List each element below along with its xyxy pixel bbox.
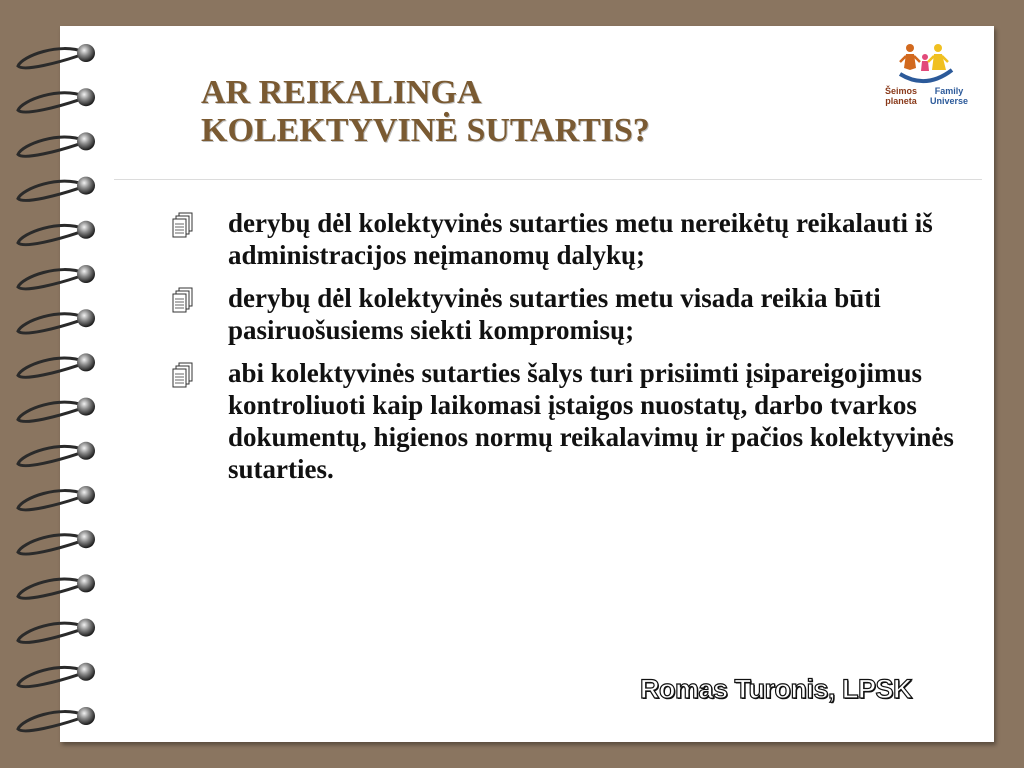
binding-ring bbox=[77, 442, 95, 460]
binding-ring bbox=[77, 309, 95, 327]
binding-ring bbox=[77, 265, 95, 283]
stacked-pages-icon bbox=[172, 287, 194, 313]
binding-wire bbox=[18, 93, 84, 112]
binding-wire bbox=[18, 270, 84, 289]
title-line-2: KOLEKTYVINĖ SUTARTIS? bbox=[201, 112, 650, 149]
list-item bbox=[168, 207, 968, 271]
binding-wire bbox=[18, 535, 84, 554]
binding-wire bbox=[18, 446, 84, 465]
binding-ring bbox=[77, 221, 95, 239]
binding-ring bbox=[77, 132, 95, 150]
family-logo-icon bbox=[876, 40, 976, 110]
binding-wire bbox=[18, 358, 84, 377]
binding-ring bbox=[77, 707, 95, 725]
binding-wire bbox=[18, 225, 84, 244]
binding-wire bbox=[18, 314, 84, 333]
binding-wire bbox=[18, 49, 84, 68]
list-item bbox=[168, 282, 968, 346]
list-item bbox=[168, 357, 968, 485]
binding-ring bbox=[77, 663, 95, 681]
binding-ring bbox=[77, 177, 95, 195]
binding-wire bbox=[18, 181, 84, 200]
bullet-text: derybų dėl kolektyvinės sutarties metu nereikėtų reikalauti iš administracijos neįmanomų dalykų; bbox=[228, 208, 933, 270]
binding-ring bbox=[77, 353, 95, 371]
bullet-text: derybų dėl kolektyvinės sutarties metu visada reikia būti pasiruošusiems siekti kompromisų; bbox=[228, 283, 881, 345]
bullet-list bbox=[168, 207, 968, 485]
author-signature: Romas Turonis, LPSK bbox=[640, 674, 913, 704]
title-line-1: AR REIKALINGA bbox=[201, 74, 482, 111]
binding-ring bbox=[77, 398, 95, 416]
binding-ring bbox=[77, 530, 95, 548]
logo-caption-left: Šeimos planeta bbox=[884, 86, 917, 106]
binding-ring bbox=[77, 88, 95, 106]
binding-ring bbox=[77, 44, 95, 62]
binding-ring bbox=[77, 619, 95, 637]
binding-wire bbox=[18, 402, 84, 421]
stacked-pages-icon bbox=[172, 362, 194, 388]
spiral-binding-icon bbox=[0, 0, 110, 768]
binding-wire bbox=[18, 491, 84, 510]
stacked-pages-icon bbox=[172, 212, 194, 238]
logo-caption-right: Family Universe bbox=[929, 86, 969, 106]
bullet-text: abi kolektyvinės sutarties šalys turi prisiimti įsipareigojimus kontroliuoti kaip laikomasi įstaigos nuostatų, darbo tvarkos dokumentų, higienos normų reikalavimų ir pačios kolektyvinės sutarties. bbox=[228, 358, 954, 484]
title-divider bbox=[114, 179, 982, 180]
binding-wire bbox=[18, 137, 84, 156]
binding-wire bbox=[18, 712, 84, 731]
binding-wire bbox=[18, 623, 84, 642]
binding-wire bbox=[18, 579, 84, 598]
slide-title bbox=[201, 74, 841, 150]
binding-wire bbox=[18, 667, 84, 686]
binding-ring bbox=[77, 486, 95, 504]
binding-ring bbox=[77, 574, 95, 592]
